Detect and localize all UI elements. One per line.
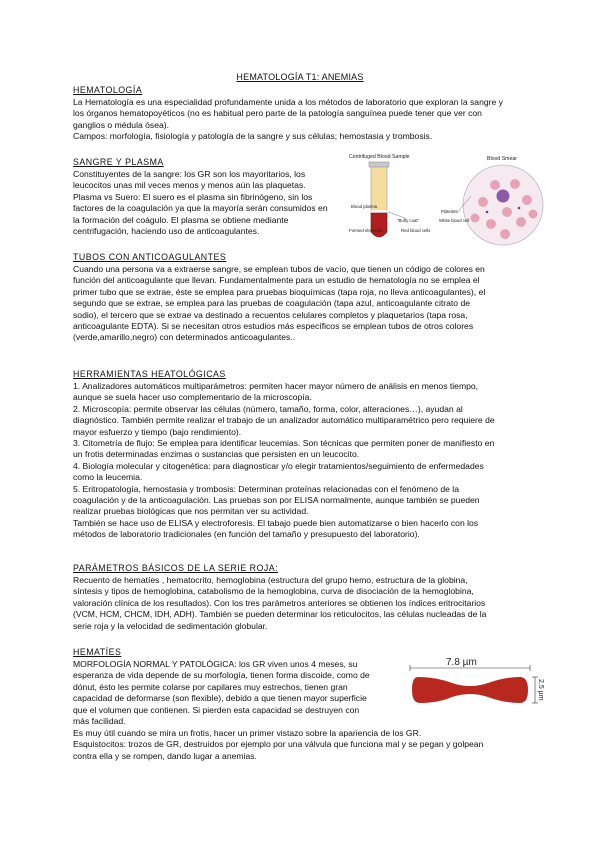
text-line: coagulación y de la anticoagulación. Las pruebas son por ELISA normalmente, aunque también se pueden [73, 495, 480, 506]
blood-plasma-label: Blood plasma [351, 204, 378, 209]
heading-tubos: TUBOS CON ANTICOAGULANTES [73, 252, 227, 262]
diameter-label: 7.8 µm [446, 657, 477, 668]
text-line: contra ella y se rompen, dando lugar a anemias. [73, 750, 257, 761]
blood-smear [463, 165, 543, 245]
text-line: 3. Citometría de flujo: Se emplea para identificar leucemias. Son técnicas que permiten poner de manifiesto en [73, 438, 495, 449]
tube-label: Centrifuged Blood Sample [349, 154, 410, 160]
text-line: También se hace uso de ELISA y electroforesis. El tabajo puede bien automatizarse o bien hacerlo con los [73, 517, 479, 528]
text-line: esperanza de vida depende de su morfología, tienen forma discoide, como de [73, 670, 370, 681]
text-line: Constituyentes de la sangre: los GR son los mayoritarios, los [73, 169, 306, 179]
text-line: MORFOLOGÍA NORMAL Y PATOLÓGICA: los GR viven unos 4 meses, su [73, 659, 358, 669]
rbc-shape [412, 677, 528, 703]
text-line: la formación del coágulo. El plasma se obtiene mediante [73, 214, 289, 225]
text-line: La Hematología es una especialidad profundamente unida a los métodos de laboratorio que exploran la sangre y [73, 97, 503, 107]
text-line: factores de la coagulación ya que la mayoría serán consumidos en [73, 203, 328, 214]
text-line: 4. Biología molecular y citogenética: para diagnosticar y/o elegir tratamientos/seguimiento de enfermedades [73, 460, 484, 471]
page-title: HEMATOLOGÍA T1: ANEMIAS [236, 72, 364, 82]
text-line: segundo que se extrae, se emplea para las pruebas de coagulación (tapa azul, anticoagulante citrato de [73, 298, 471, 309]
text-line: centrifugación, haciendo uso de anticoagulantes. [73, 226, 260, 237]
text-line: anticoagulante EDTA). Si se necesitan otros estudios más específicos se emplean tubos de otros colores [73, 321, 474, 332]
text-line: Esquistocitos: trozos de GR, destruidos por ejemplo por una válvula que funciona mal y se pegan y golpean [73, 739, 484, 750]
text-line: mayor esfuerzo y tiempo (bajo rendimiento). [73, 426, 242, 437]
text-line: valoración clínica de los resultados). Con los tres parámetros anteriores se obtienen los índices eritrocitarios [73, 597, 486, 608]
paragraph-hematologia [73, 97, 503, 143]
text-line: diagnóstico. También permite realizar el trabajo de un analizador automático multiparamétrico pero requiere de [73, 415, 495, 426]
text-line: que el volumen que contienen. Si pierden esta capacidad se destruyen con [73, 704, 360, 715]
text-line: Campos: morfología, fisiología y patología de la sangre y sus células; hemostasia y trombosis. [73, 131, 433, 142]
formed-elements-label: Formed elements [349, 228, 383, 233]
heading-sangre-plasma: SANGRE Y PLASMA [73, 157, 164, 167]
text-line: más facilidad. [73, 716, 126, 727]
paragraph-hematies-morfologia [73, 659, 370, 727]
paragraph-sangre-plasma [73, 169, 328, 237]
text-line: Es muy útil cuando se mira un frotis, hacer un primer vistazo sobre la apariencia de los GR. [73, 728, 422, 738]
heading-herramientas: HERRAMIENTAS HEATOLÓGICAS [73, 369, 226, 379]
blood-figure [345, 150, 545, 250]
text-line: 1. Analizadores automáticos multiparámetros: permiten hacer mayor número de análisis en menos tiempo, [73, 381, 479, 391]
paragraph-herramientas [73, 381, 495, 541]
thickness-label: 2.5 µm [537, 679, 544, 701]
paragraph-hematies-frotis [73, 728, 483, 762]
centrifuge-tube [369, 162, 389, 237]
heading-parametros: PARÁMETROS BÁSICOS DE LA SERIE ROJA: [73, 563, 279, 573]
text-line: Plasma vs Suero: El suero es el plasma sin fibrinógeno, sin los [73, 191, 313, 202]
text-line: dónut, ésto les permite colarse por capilares muy estrechos, tienen gran [73, 681, 348, 692]
text-line: 5. Eritropatología, hemostasia y trombosis: Determinan proteínas relacionadas con el fenómeno de la [73, 483, 459, 494]
text-line: aunque se suela hacer uso complementario de la microscopía. [73, 392, 312, 403]
text-line: síntesis y tipos de hemoglobina, catabolismo de la hemoglobina, curva de disociación de la hemoglobina, [73, 586, 474, 597]
text-line: como la leucemia. [73, 472, 143, 483]
text-line: un frotis determinadas enzimas o sustancias que persisten en un leucocito. [73, 449, 360, 460]
text-line: ganglios o médula ósea). [73, 119, 170, 130]
smear-label: Blood Smear [487, 156, 517, 162]
paragraph-parametros [73, 575, 486, 632]
text-line: realizar pruebas biológicas que nos permitan ver su actividad. [73, 506, 309, 517]
text-line: Recuento de hematíes , hematocrito, hemoglobina (estructura del grupo hemo, estructura de la globina, [73, 575, 468, 585]
text-line: sodio), el tercero que se extrae va destinado a recuentos celulares completos y plaquetarios (tapa rosa, [73, 309, 468, 320]
text-line: (verde,amarillo,negro) con determinados anticoagulantes.. [73, 332, 296, 343]
heading-hematies: HEMATÍES [73, 647, 122, 657]
platelets-label: Platelets [441, 209, 458, 214]
text-line: 2. Microscopía: permite observar las células (número, tamaño, forma, color, alteraciones…), ayudan al [73, 403, 463, 414]
text-line: (VCM, HCM, CHCM, IDH, ADH). También se pueden determinar los reticulocitos, las células nucleadas de la [73, 609, 487, 620]
wbc-label: White blood cell [439, 218, 470, 223]
text-line: función del anticoagulante que llevan. Fundamentalmente para un estudio de hematología no se emplea el [73, 275, 480, 286]
heading-hematologia: HEMATOLOGÍA [73, 85, 143, 95]
rbc-cross-section-figure [392, 655, 552, 715]
text-line: leucocitos unas mil veces menos y menos aún las plaquetas. [73, 180, 306, 191]
text-line: serie roja y la velocidad de sedimentación globular. [73, 620, 268, 631]
text-line: métodos de laboratorio tradicionales (en función del tamaño y presupuesto del laboratorio). [73, 529, 420, 540]
rbc-label: Red blood cells [401, 228, 431, 233]
text-line: primer tubo que se extrae, éste se emplea para pruebas bioquímicas (tapa roja, no lleva anticoagulantes), el [73, 286, 486, 297]
text-line: los órganos hematopoyéticos (no es habitual pero parte de la patología sanguínea puede tener que ver con [73, 108, 482, 119]
paragraph-tubos [73, 264, 485, 344]
text-line: Cuando una persona va a extraerse sangre, se emplean tubos de vacío, que tienen un código de colores en [73, 264, 485, 274]
buffy-coat-label: "Buffy coat" [397, 218, 420, 223]
text-line: capacidad de deformarse (son flexible), debido a que tienen mayor superficie [73, 693, 367, 704]
